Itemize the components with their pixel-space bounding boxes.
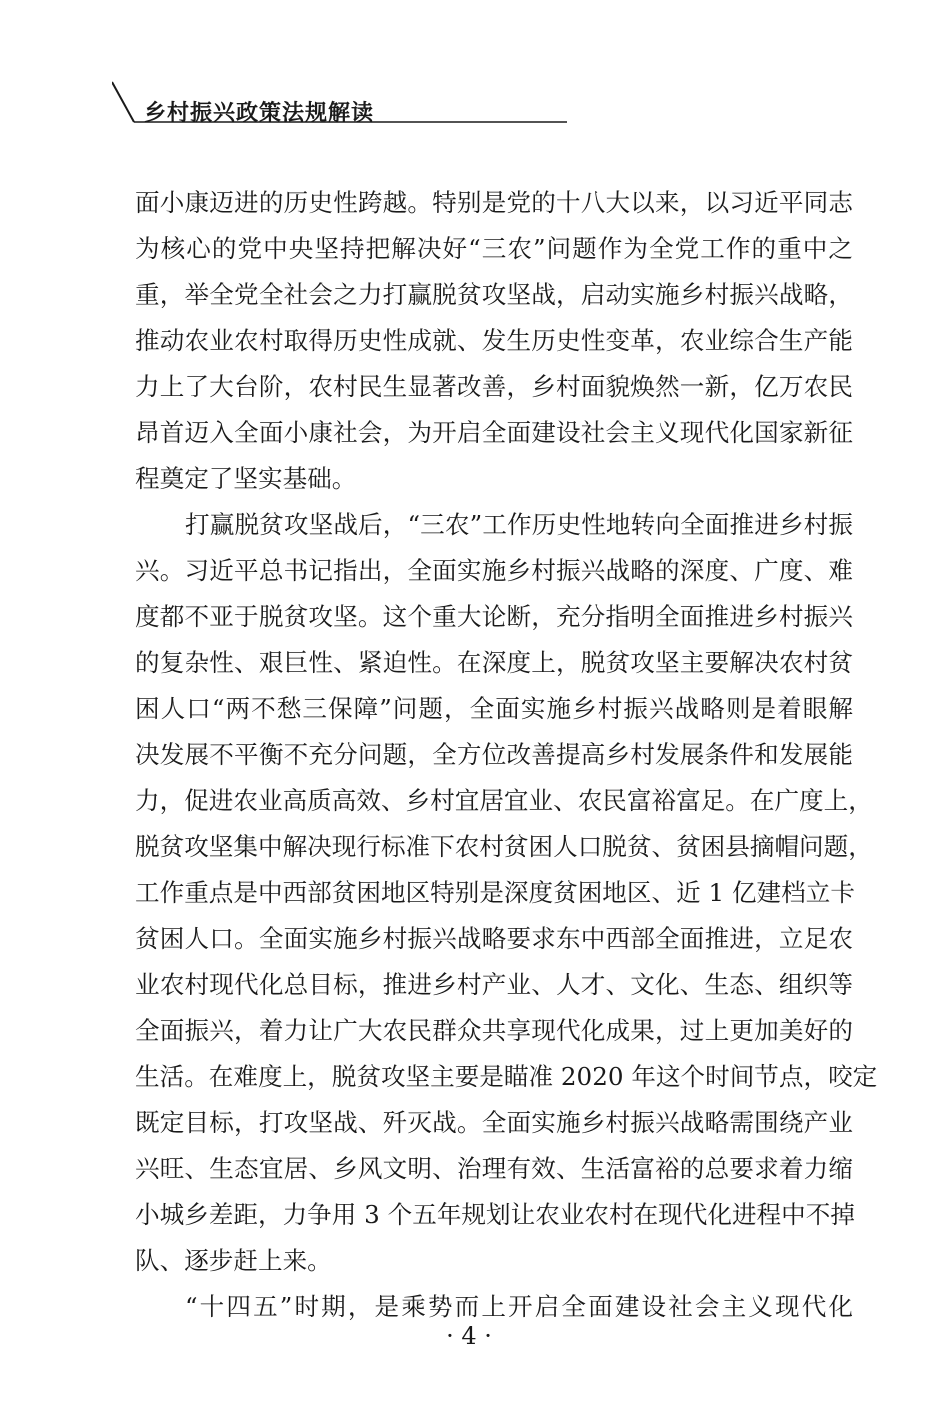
text-line: 队、逐步赶上来。 xyxy=(135,1246,332,1275)
text-line: 兴旺、生态宜居、乡风文明、治理有效、生活富裕的总要求着力缩 xyxy=(135,1154,853,1183)
text-line: 打赢脱贫攻坚战后，“三农”工作历史性地转向全面推进乡村振 xyxy=(185,510,853,539)
text-line: 的复杂性、艰巨性、紧迫性。在深度上，脱贫攻坚主要解决农村贫 xyxy=(135,648,853,677)
text-line: 业农村现代化总目标，推进乡村产业、人才、文化、生态、组织等 xyxy=(135,970,853,999)
text-line: 度都不亚于脱贫攻坚。这个重大论断，充分指明全面推进乡村振兴 xyxy=(135,602,853,631)
text-line: 小城乡差距，力争用 3 个五年规划让农业农村在现代化进程中不掉 xyxy=(135,1200,855,1229)
text-line: 推动农业农村取得历史性成就、发生历史性变革，农业综合生产能 xyxy=(135,326,853,355)
body-text xyxy=(135,180,878,1330)
text-line: 全面振兴，着力让广大农民群众共享现代化成果，过上更加美好的 xyxy=(135,1016,853,1045)
text-line: 生活。在难度上，脱贫攻坚主要是瞄准 2020 年这个时间节点，咬定 xyxy=(135,1062,878,1091)
text-line: “十四五”时期，是乘势而上开启全面建设社会主义现代化 xyxy=(185,1292,853,1321)
text-line: 决发展不平衡不充分问题，全方位改善提高乡村发展条件和发展能 xyxy=(135,740,853,769)
text-line: 力，促进农业高质高效、乡村宜居宜业、农民富裕富足。在广度上， xyxy=(135,786,873,815)
text-line: 昂首迈入全面小康社会，为开启全面建设社会主义现代化国家新征 xyxy=(135,418,853,447)
text-line: 脱贫攻坚集中解决现行标准下农村贫困人口脱贫、贫困县摘帽问题， xyxy=(135,832,873,861)
text-line: 面小康迈进的历史性跨越。特别是党的十八大以来，以习近平同志 xyxy=(135,188,853,217)
running-header xyxy=(112,78,572,138)
text-line: 兴。习近平总书记指出，全面实施乡村振兴战略的深度、广度、难 xyxy=(135,556,853,585)
page-number: · 4 · xyxy=(446,1322,492,1350)
text-line: 工作重点是中西部贫困地区特别是深度贫困地区、近 1 亿建档立卡 xyxy=(135,878,855,907)
text-line: 重，举全党全社会之力打赢脱贫攻坚战，启动实施乡村振兴战略， xyxy=(135,280,853,309)
text-line: 贫困人口。全面实施乡村振兴战略要求东中西部全面推进，立足农 xyxy=(135,924,853,953)
text-line: 为核心的党中央坚持把解决好“三农”问题作为全党工作的重中之 xyxy=(135,234,853,263)
text-line: 程奠定了坚实基础。 xyxy=(135,464,357,493)
text-line: 既定目标，打攻坚战、歼灭战。全面实施乡村振兴战略需围绕产业 xyxy=(135,1108,853,1137)
running-header-title: 乡村振兴政策法规解读 xyxy=(144,101,375,126)
text-line: 困人口“两不愁三保障”问题，全面实施乡村振兴战略则是着眼解 xyxy=(135,694,853,723)
text-line: 力上了大台阶，农村民生显著改善，乡村面貌焕然一新，亿万农民 xyxy=(135,372,853,401)
